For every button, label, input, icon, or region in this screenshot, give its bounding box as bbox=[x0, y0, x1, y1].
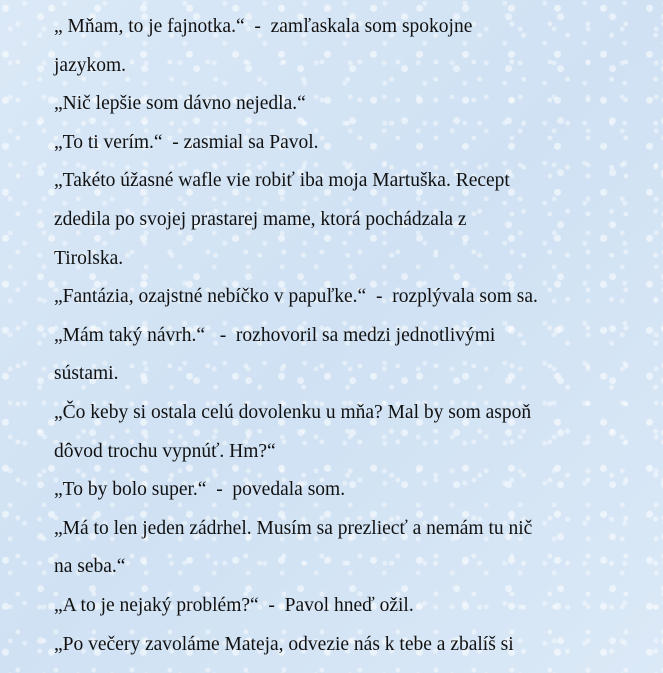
text-line: „Nič lepšie som dávno nejedla.“ bbox=[54, 93, 306, 115]
text-line: „Mám taký návrh.“ - rozhovoril sa medzi jednotlivými bbox=[54, 324, 496, 346]
text-line: „Má to len jeden zádrhel. Musím sa prezliecť a nemám tu nič bbox=[54, 517, 533, 539]
text-line: „To ti verím.“ - zasmial sa Pavol. bbox=[54, 131, 319, 153]
text-line: „A to je nejaký problém?“ - Pavol hneď ožil. bbox=[54, 594, 414, 616]
text-line: „Takéto úžasné wafle vie robiť iba moja Martuška. Recept bbox=[54, 170, 510, 192]
text-line: „To by bolo super.“ - povedala som. bbox=[54, 479, 346, 501]
text-line: dôvod trochu vypnúť. Hm?“ bbox=[54, 440, 276, 462]
text-line: jazykom. bbox=[54, 54, 127, 76]
text-line: „ Mňam, to je fajnotka.“ - zamľaskala som spokojne bbox=[54, 16, 473, 37]
text-line: na seba.“ bbox=[54, 556, 126, 578]
document-page bbox=[54, 8, 654, 664]
text-line: Tirolska. bbox=[54, 247, 124, 269]
text-line: „Po večery zavoláme Mateja, odvezie nás k tebe a zbalíš si bbox=[54, 633, 514, 655]
text-line: „Čo keby si ostala celú dovolenku u mňa? Mal by som aspoň bbox=[54, 401, 532, 423]
text-line: „Fantázia, ozajstné nebíčko v papuľke.“ - rozplývala som sa. bbox=[54, 286, 538, 308]
text-line: sústami. bbox=[54, 363, 119, 385]
text-line: zdedila po svojej prastarej mame, ktorá pochádzala z bbox=[54, 208, 467, 230]
